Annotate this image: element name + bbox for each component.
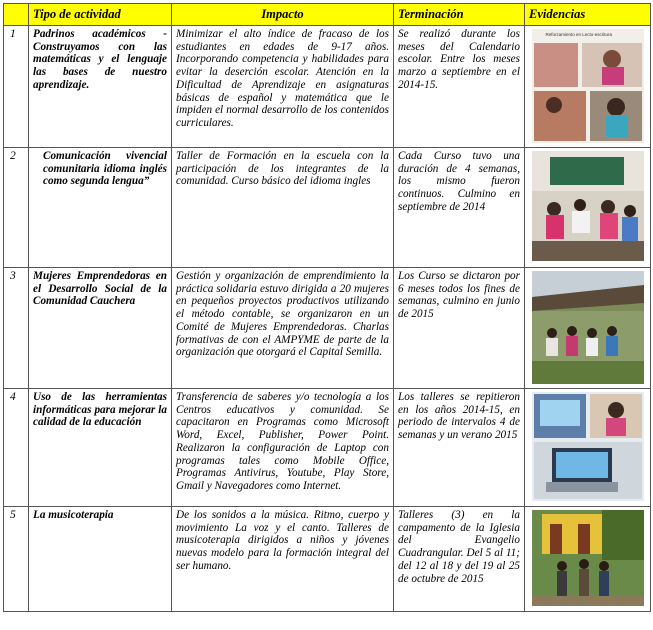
- photo-caption: Reforzamiento en Lecto-escritura: [545, 32, 613, 37]
- table-row: [4, 26, 651, 148]
- activity-type: Padrinos académicos -Construyamos con las matemáticas y el lenguaje las bases de nuestro aprendizaje.: [29, 26, 172, 148]
- activity-type: Comunicación vivencial comunitaria idioma inglés como segunda lengua”: [29, 148, 172, 268]
- table-row: [4, 507, 651, 612]
- row-number: 2: [4, 148, 29, 268]
- activity-impact: De los sonidos a la música. Ritmo, cuerpo y movimiento La voz y el canto. Talleres de musicoterapia dirigidos a niños y jóvenes nuevas modelo para la formación integral del ser humano.: [172, 507, 394, 612]
- activity-impact: Taller de Formación en la escuela con la participación de los integrantes de la comunidad. Curso básico del idioma ingles: [172, 148, 394, 268]
- activity-impact: Gestión y organización de emprendimiento la práctica solidaria estuvo dirigida a 20 mujeres en pequeños proyectos productivos utilizando el método contable, se organizaron en un Comité de Mujeres Emprendedoras. Charlas formativas de con el AMPYME de parte de la organización que otorgará el Capital Semilla.: [172, 268, 394, 389]
- activity-impact: Minimizar el alto índice de fracaso de los estudiantes en edades de 9-17 años. Incorporando competencia y habilidades para evitar la deserción escolar. Atención en la Dificultad de Aprendizaje en asignaturas básicas de español y matemática que le impiden el normal desarrollo de los contenidos curriculares.: [172, 26, 394, 148]
- activity-type: La musicoterapia: [29, 507, 172, 612]
- activities-table: [3, 3, 651, 612]
- header-terminacion: Terminación: [394, 4, 525, 26]
- activity-type: Mujeres Emprendedoras en el Desarrollo Social de la Comunidad Cauchera: [29, 268, 172, 389]
- activity-completion: Los Curso se dictaron por 6 meses todos los fines de semanas, culmino en junio de 2015: [394, 268, 525, 389]
- row-number: 4: [4, 389, 29, 507]
- header-row: [4, 4, 651, 26]
- activity-type: Uso de las herramientas informáticas para mejorar la calidad de la educación: [29, 389, 172, 507]
- evidence-photo-tutoring: [532, 29, 644, 143]
- activity-impact: Transferencia de saberes y/o tecnología a los Centros educativos y comunidad. Se capacitaron en Programas como Microsoft Word, Excel, Publisher, Power Point. Realizaron la configuración de Laptop con programas tales como Mobile Office, Programas Antivirus, Youtube, Play Store, Gmail y Navegadores como Internet.: [172, 389, 394, 507]
- row-number: 1: [4, 26, 29, 148]
- header-tipo: Tipo de actividad: [29, 4, 172, 26]
- evidence-cell: [525, 148, 651, 268]
- activity-completion: Talleres (3) en la campamento de la Iglesia del Evangelio Cuadrangular. Del 5 al 11; del 12 al 18 y del 19 al 25 de octubre de 2015: [394, 507, 525, 612]
- header-evidencias: Evidencias: [525, 4, 651, 26]
- evidence-cell: [525, 268, 651, 389]
- activity-completion: Cada Curso tuvo una duración de 4 semanas, los mismo fueron continuos. Culmino en septiembre de 2014: [394, 148, 525, 268]
- header-impacto: Impacto: [172, 4, 394, 26]
- evidence-photo-women-meeting: [532, 271, 644, 384]
- table-row: [4, 389, 651, 507]
- evidence-photo-music-therapy: [532, 510, 644, 606]
- evidence-photo-laptops: [532, 392, 644, 501]
- header-num: [4, 4, 29, 26]
- activity-completion: Los talleres se repitieron en los años 2014-15, en periodo de intervalos 4 de semanas y un verano 2015: [394, 389, 525, 507]
- evidence-cell: [525, 507, 651, 612]
- evidence-cell: [525, 389, 651, 507]
- row-number: 5: [4, 507, 29, 612]
- evidence-photo-classroom: [532, 151, 644, 261]
- evidence-cell: [525, 26, 651, 148]
- row-number: 3: [4, 268, 29, 389]
- table-row: [4, 148, 651, 268]
- activity-completion: Se realizó durante los meses del Calendario escolar. Entre los meses marzo a septiembre en el 2014-15.: [394, 26, 525, 148]
- table-row: [4, 268, 651, 389]
